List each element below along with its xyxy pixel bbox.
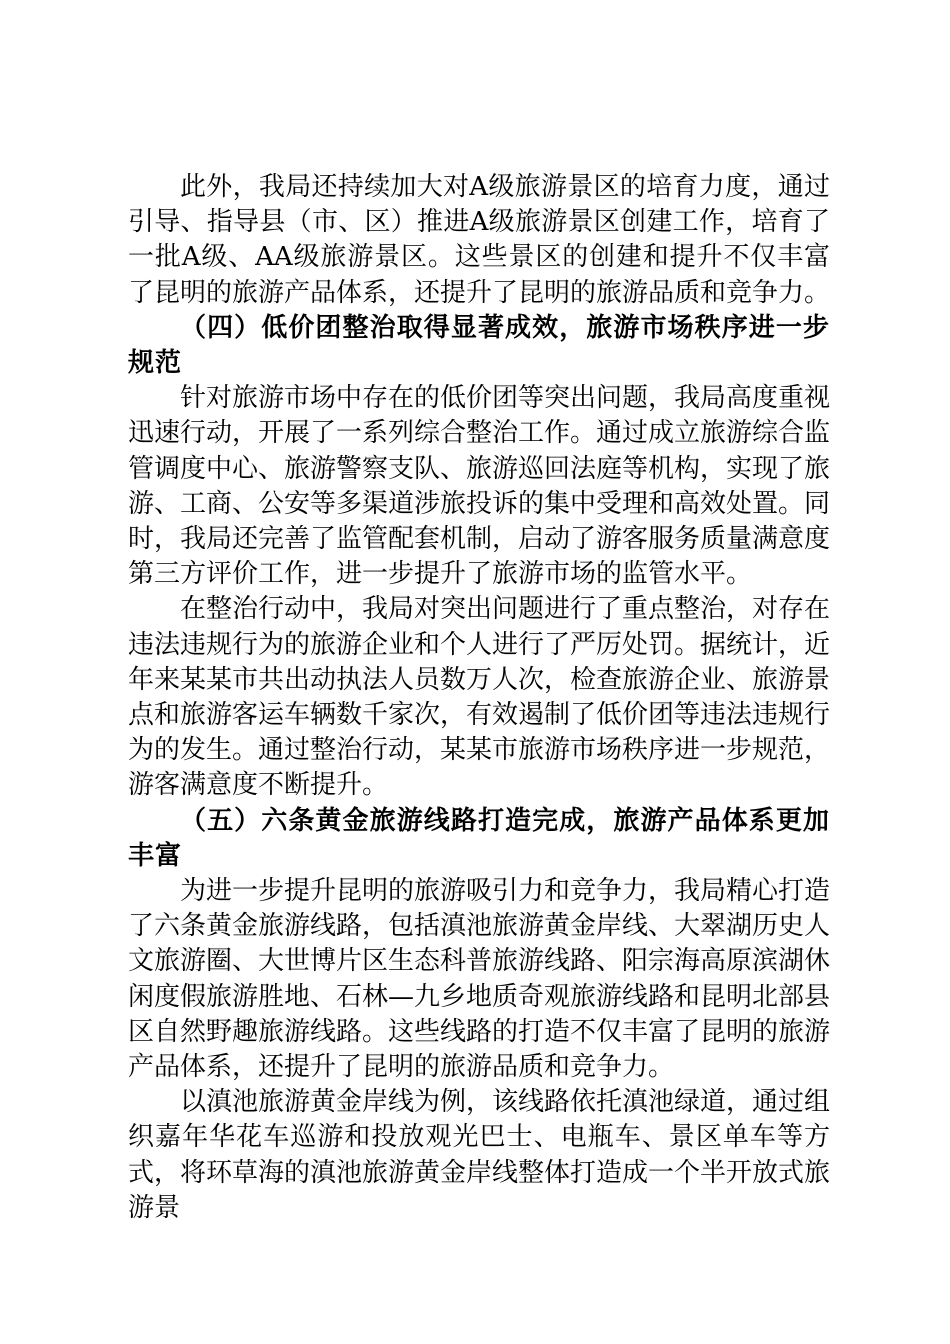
body-paragraph: 在整治行动中，我局对突出问题进行了重点整治，对存在违法违规行为的旅游企业和个人进行了严厉处罚。据统计，近年来某某市共出动执法人员数万人次，检查旅游企业、旅游景点和旅游客运车辆数千家次，有效遏制了低价团等违法违规行为的发生。通过整治行动，某某市旅游市场秩序进一步规范，游客满意度不断提升。 — [128, 594, 831, 801]
body-paragraph: 此外，我局还持续加大对A级旅游景区的培育力度，通过引导、指导县（市、区）推进A级旅游景区创建工作，培育了一批A级、AA级旅游景区。这些景区的创建和提升不仅丰富了昆明的旅游产品体系，还提升了昆明的旅游品质和竞争力。 — [128, 172, 831, 308]
document-page — [128, 170, 830, 1226]
body-paragraph: 针对旅游市场中存在的低价团等突出问题，我局高度重视迅速行动，开展了一系列综合整治工作。通过成立旅游综合监管调度中心、旅游警察支队、旅游巡回法庭等机构，实现了旅游、工商、公安等多渠道涉旅投诉的集中受理和高效处置。同时，我局还完善了监管配套机制，启动了游客服务质量满意度第三方评价工作，进一步提升了旅游市场的监管水平。 — [128, 383, 831, 590]
section-heading: （五）六条黄金旅游线路打造完成，旅游产品体系更加丰富 — [128, 805, 830, 871]
section-heading: （四）低价团整治取得显著成效，旅游市场秩序进一步规范 — [128, 312, 830, 379]
body-paragraph: 以滇池旅游黄金岸线为例，该线路依托滇池绿道，通过组织嘉年华花车巡游和投放观光巴士、电瓶车、景区单车等方式，将环草海的滇池旅游黄金岸线整体打造成一个半开放式旅游景 — [128, 1087, 831, 1223]
body-paragraph: 为进一步提升昆明的旅游吸引力和竞争力，我局精心打造了六条黄金旅游线路，包括滇池旅游黄金岸线、大翠湖历史人文旅游圈、大世博片区生态科普旅游线路、阳宗海高原滨湖休闲度假旅游胜地、石林—九乡地质奇观旅游线路和昆明北部县区自然野趣旅游线路。这些线路的打造不仅丰富了昆明的旅游产品体系，还提升了昆明的旅游品质和竞争力。 — [128, 876, 831, 1083]
